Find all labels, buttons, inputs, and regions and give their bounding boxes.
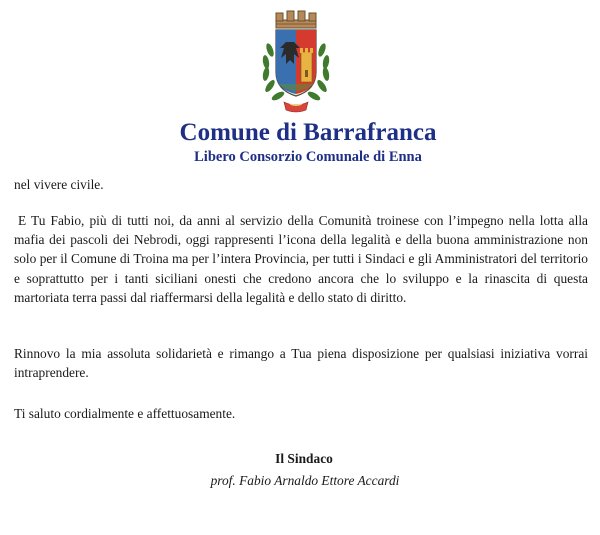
municipality-subtitle: Libero Consorzio Comunale di Enna xyxy=(194,149,422,165)
paragraph-closing-line: nel vivere civile. xyxy=(14,177,104,192)
signature-title: Il Sindaco xyxy=(275,451,333,466)
paragraph-tribute: E Tu Fabio, più di tutti noi, da anni al servizio della Comunità troinese con l’impegno nella lotta alla mafia dei pascoli dei Nebrodi, oggi rappresenti l’icona della legalità e della buona amministrazione non solo per il Comune di Troina ma per l’intera Provincia, per tutti i Sindaci e gli Amministratori del territorio e soprattutto per i tanti siciliani onesti che credono ancora che lo sviluppo e la rinascita di questa martoriata terra passi dal riaffermarsi della legalità e dello stato di diritto. xyxy=(14,213,588,305)
paragraph-greeting: Ti saluto cordialmente e affettuosamente. xyxy=(14,406,236,421)
crown-icon xyxy=(276,11,316,28)
shield-icon xyxy=(276,30,316,96)
municipality-title: Comune di Barrafranca xyxy=(179,119,437,146)
paragraph-solidarity: Rinnovo la mia assoluta solidarietà e rimango a Tua piena disposizione per qualsiasi iniziativa vorrai intraprendere. xyxy=(14,346,588,381)
signature-name: prof. Fabio Arnaldo Ettore Accardi xyxy=(210,473,400,488)
coat-of-arms-icon xyxy=(246,6,346,118)
ribbon-icon xyxy=(284,102,308,112)
